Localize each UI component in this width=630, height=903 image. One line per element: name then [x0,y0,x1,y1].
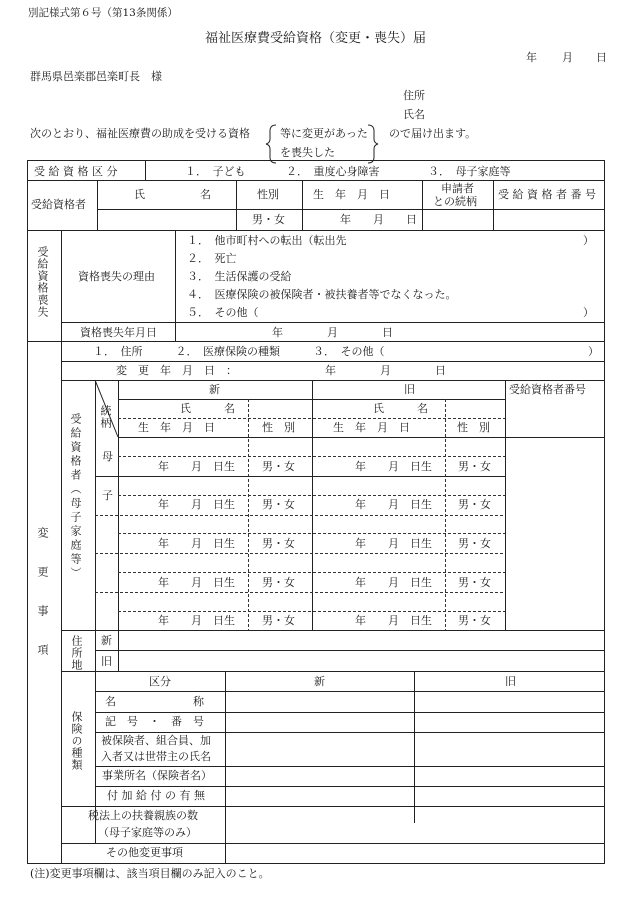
change-mother-label: 母 [102,450,113,463]
qualification-option-disability: ２． 重度心身障害 [286,165,380,178]
family-row-4-new-sex: 男・女 [262,576,295,589]
change-address-new: 新 [101,634,112,647]
insurance-row-name: 名 称 [105,695,204,708]
insurance-new-header: 新 [314,675,325,688]
loss-date-value: 年 月 日 [272,326,393,339]
date-month-label: 月 [562,51,573,64]
family-row-1-new-sex: 男・女 [262,460,295,473]
loss-reason-1-close: ） [583,234,594,247]
name-label: 氏名 [403,108,425,121]
address-label: 住所 [403,89,425,102]
change-new-name-header: 氏 名 [180,402,235,415]
recipient-sex-value: 男・女 [252,213,285,226]
date-year-label: 年 [526,51,537,64]
change-recipient-label: 受給資格者（母子家庭等） [69,413,82,581]
change-child-label: 子 [102,489,113,502]
family-row-5-old-birth: 年 月 日生 [355,614,432,627]
loss-side-label: 受給資格喪失 [36,246,49,318]
loss-reason-5-close: ） [583,306,594,319]
family-row-1-old-birth: 年 月 日生 [355,460,432,473]
change-old-header: 旧 [404,383,415,396]
recipient-birth-header: 生 年 月 日 [313,188,390,201]
qualification-option-child: １． 子ども [185,165,246,178]
recipient-label: 受給資格者 [31,198,86,211]
change-old-sex-header: 性 別 [457,421,490,434]
page-title: 福祉医療費受給資格（変更・喪失）届 [205,31,427,46]
change-number-header: 受給資格者番号 [509,383,586,396]
family-row-4-old-sex: 男・女 [458,576,491,589]
loss-date-label: 資格喪失年月日 [80,326,157,339]
qualification-option-single-parent: ３． 母子家庭等 [428,165,511,178]
recipient-name-header: 氏 名 [134,188,211,201]
family-row-4-new-birth: 年 月 日生 [158,576,235,589]
loss-reason-2: ２． 死亡 [187,252,237,265]
family-row-3-new-sex: 男・女 [262,537,295,550]
family-row-2-new-birth: 年 月 日生 [158,498,235,511]
loss-reason-3: ３． 生活保護の受給 [187,270,292,283]
family-row-3-new-birth: 年 月 日生 [158,537,235,550]
change-items-close: ） [588,345,599,358]
change-address-old: 旧 [101,655,112,668]
insurance-old-header: 旧 [505,675,516,688]
change-insurance-label: 保険の種類 [70,711,83,771]
qualification-label: 受 給 資 格 区 分 [34,165,118,178]
change-relation-label: 続柄 [99,405,112,429]
intro-option-changed: 等に変更があった [280,127,368,140]
recipient-birth-value: 年 月 日 [340,213,417,226]
family-row-4-old-birth: 年 月 日生 [355,576,432,589]
form-number: 別記様式第６号（第13条関係） [28,7,178,19]
family-row-2-old-birth: 年 月 日生 [355,498,432,511]
loss-reason-5: ５． その他（ [187,306,259,319]
family-row-5-new-birth: 年 月 日生 [158,614,235,627]
footnote: (注)変更事項欄は、該当項目欄のみ記入のこと。 [30,867,270,880]
recipient-relation-header-1: 申請者 [441,182,474,195]
dependents-label-1: 税法上の扶養親族の数 [88,809,198,822]
recipient-number-header: 受 給 資 格 者 番 号 [498,188,596,201]
change-old-name-header: 氏 名 [373,402,428,415]
family-row-3-old-birth: 年 月 日生 [355,537,432,550]
change-address-label: 住所地 [70,635,83,671]
recipient-relation-header-2: との続柄 [433,195,477,208]
insurance-row-number: 記 号 ・ 番 号 [105,715,204,728]
addressee: 群馬県邑楽郡邑楽町長 様 [30,70,162,83]
loss-reason-4: ４． 医療保険の被保険者・被扶養者等でなくなった。 [187,288,457,301]
change-side-label: 変更事項 [36,527,49,683]
other-changes-label: その他変更事項 [106,846,183,859]
recipient-sex-header: 性別 [257,188,279,201]
intro-option-lost: を喪失した [280,146,335,159]
insurance-division-header: 区分 [149,675,171,688]
change-old-birth-header: 生 年 月 日 [333,421,410,434]
family-row-5-new-sex: 男・女 [262,614,295,627]
intro-prefix: 次のとおり、福祉医療費の助成を受ける資格 [30,127,250,140]
change-date-label: 変 更 年 月 日 ： [116,364,237,377]
family-row-3-old-sex: 男・女 [458,537,491,550]
intro-suffix: ので届け出ます。 [389,127,477,140]
insurance-row-holder-2: 入者又は世帯主の氏名 [101,750,211,763]
insurance-row-employer: 事業所名（保険者名） [102,769,212,782]
change-new-birth-header: 生 年 月 日 [138,421,215,434]
family-row-1-new-birth: 年 月 日生 [158,460,235,473]
family-row-5-old-sex: 男・女 [458,614,491,627]
insurance-row-additional: 付 加 給 付 の 有 無 [107,789,205,802]
insurance-row-holder-1: 被保険者、組合員、加 [101,734,211,747]
change-new-sex-header: 性 別 [262,421,295,434]
family-row-2-old-sex: 男・女 [458,498,491,511]
loss-reason-1: １． 他市町村への転出（転出先 [187,234,347,247]
date-day-label: 日 [596,51,607,64]
dependents-label-2: （母子家庭等のみ） [98,826,197,839]
change-items: １． 住所 ２． 医療保険の種類 ３． その他（ [93,345,385,358]
change-date-value: 年 月 日 [325,364,446,377]
loss-reason-label: 資格喪失の理由 [78,270,155,283]
family-row-2-new-sex: 男・女 [262,498,295,511]
family-row-1-old-sex: 男・女 [458,460,491,473]
change-new-header: 新 [209,383,220,396]
